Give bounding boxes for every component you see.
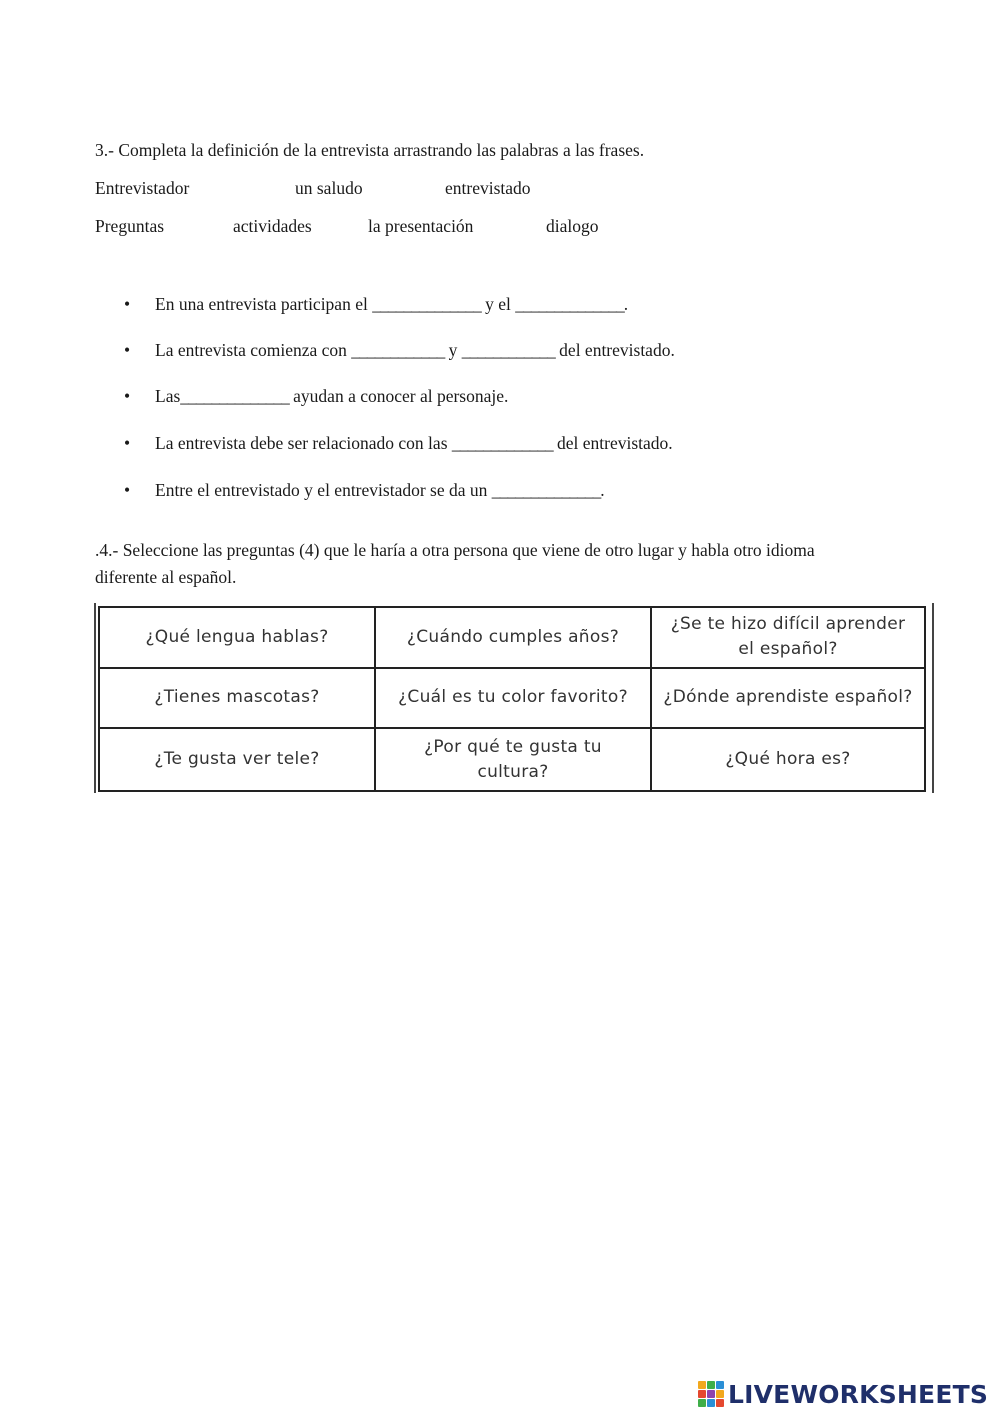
bullet-icon: • bbox=[124, 433, 131, 453]
question-option[interactable]: ¿Se te hizo difícil aprender el español? bbox=[652, 608, 924, 669]
cut-line bbox=[926, 603, 934, 793]
logo-square bbox=[698, 1399, 706, 1407]
word-bank-item[interactable]: actividades bbox=[233, 216, 312, 236]
exercise-4-instruction: .4.- Seleccione las preguntas (4) que le haría a otra persona que viene de otro lugar y habla otro idioma bbox=[95, 540, 815, 560]
question-option[interactable]: ¿Por qué te gusta tu cultura? bbox=[376, 729, 652, 790]
question-option[interactable]: ¿Tienes mascotas? bbox=[100, 669, 376, 730]
exercise-4-instruction-cont: diferente al español. bbox=[95, 567, 237, 587]
question-option[interactable]: ¿Cuál es tu color favorito? bbox=[376, 669, 652, 730]
bullet-icon: • bbox=[124, 340, 131, 360]
sentence-2: • La entrevista comienza con ____________ y ____________ del entrevistado. bbox=[124, 340, 675, 360]
drop-blank[interactable]: ____________ bbox=[351, 340, 445, 360]
logo-square bbox=[707, 1399, 715, 1407]
sentence-5: • Entre el entrevistado y el entrevistador se da un ______________. bbox=[124, 480, 605, 500]
sentence-1: • En una entrevista participan el ______________ y el ______________. bbox=[124, 294, 629, 314]
sentence-3: • Las______________ ayudan a conocer al personaje. bbox=[124, 386, 509, 406]
word-bank-item[interactable]: un saludo bbox=[295, 178, 363, 198]
question-option[interactable]: ¿Qué lengua hablas? bbox=[100, 608, 376, 669]
word-bank-item[interactable]: Preguntas bbox=[95, 216, 165, 236]
question-option[interactable]: ¿Dónde aprendiste español? bbox=[652, 669, 924, 730]
drop-blank[interactable]: ______________ bbox=[515, 294, 624, 314]
logo-square bbox=[698, 1381, 706, 1389]
logo-mark-icon bbox=[698, 1381, 724, 1407]
question-grid bbox=[98, 606, 926, 792]
bullet-icon: • bbox=[124, 294, 131, 314]
word-bank-item[interactable]: entrevistado bbox=[445, 178, 531, 198]
logo-square bbox=[707, 1381, 715, 1389]
bullet-icon: • bbox=[124, 480, 131, 500]
word-bank-item[interactable]: Entrevistador bbox=[95, 178, 190, 198]
drop-blank[interactable]: ____________ bbox=[461, 340, 555, 360]
logo-text: LIVEWORKSHEETS bbox=[728, 1379, 989, 1409]
logo-square bbox=[716, 1381, 724, 1389]
drop-blank[interactable]: ______________ bbox=[372, 294, 481, 314]
logo-square bbox=[698, 1390, 706, 1398]
logo-square bbox=[716, 1390, 724, 1398]
question-option[interactable]: ¿Qué hora es? bbox=[725, 749, 851, 770]
word-bank-item[interactable]: la presentación bbox=[368, 216, 474, 236]
word-bank-item[interactable]: dialogo bbox=[546, 216, 599, 236]
sentence-4: • La entrevista debe ser relacionado con las _____________ del entrevistado. bbox=[124, 433, 673, 453]
drop-blank[interactable]: ______________ bbox=[491, 480, 601, 500]
question-option[interactable]: ¿Cuándo cumples años? bbox=[376, 608, 652, 669]
question-option[interactable]: ¿Te gusta ver tele? bbox=[100, 729, 376, 790]
bullet-icon: • bbox=[124, 386, 131, 406]
drop-blank[interactable]: _____________ bbox=[451, 433, 553, 453]
logo-square bbox=[716, 1399, 724, 1407]
drop-blank[interactable]: ______________ bbox=[180, 386, 289, 406]
liveworksheets-logo bbox=[698, 1378, 988, 1410]
logo-square bbox=[707, 1390, 715, 1398]
exercise-3-instruction: 3.- Completa la definición de la entrevista arrastrando las palabras a las frases. bbox=[95, 140, 645, 160]
